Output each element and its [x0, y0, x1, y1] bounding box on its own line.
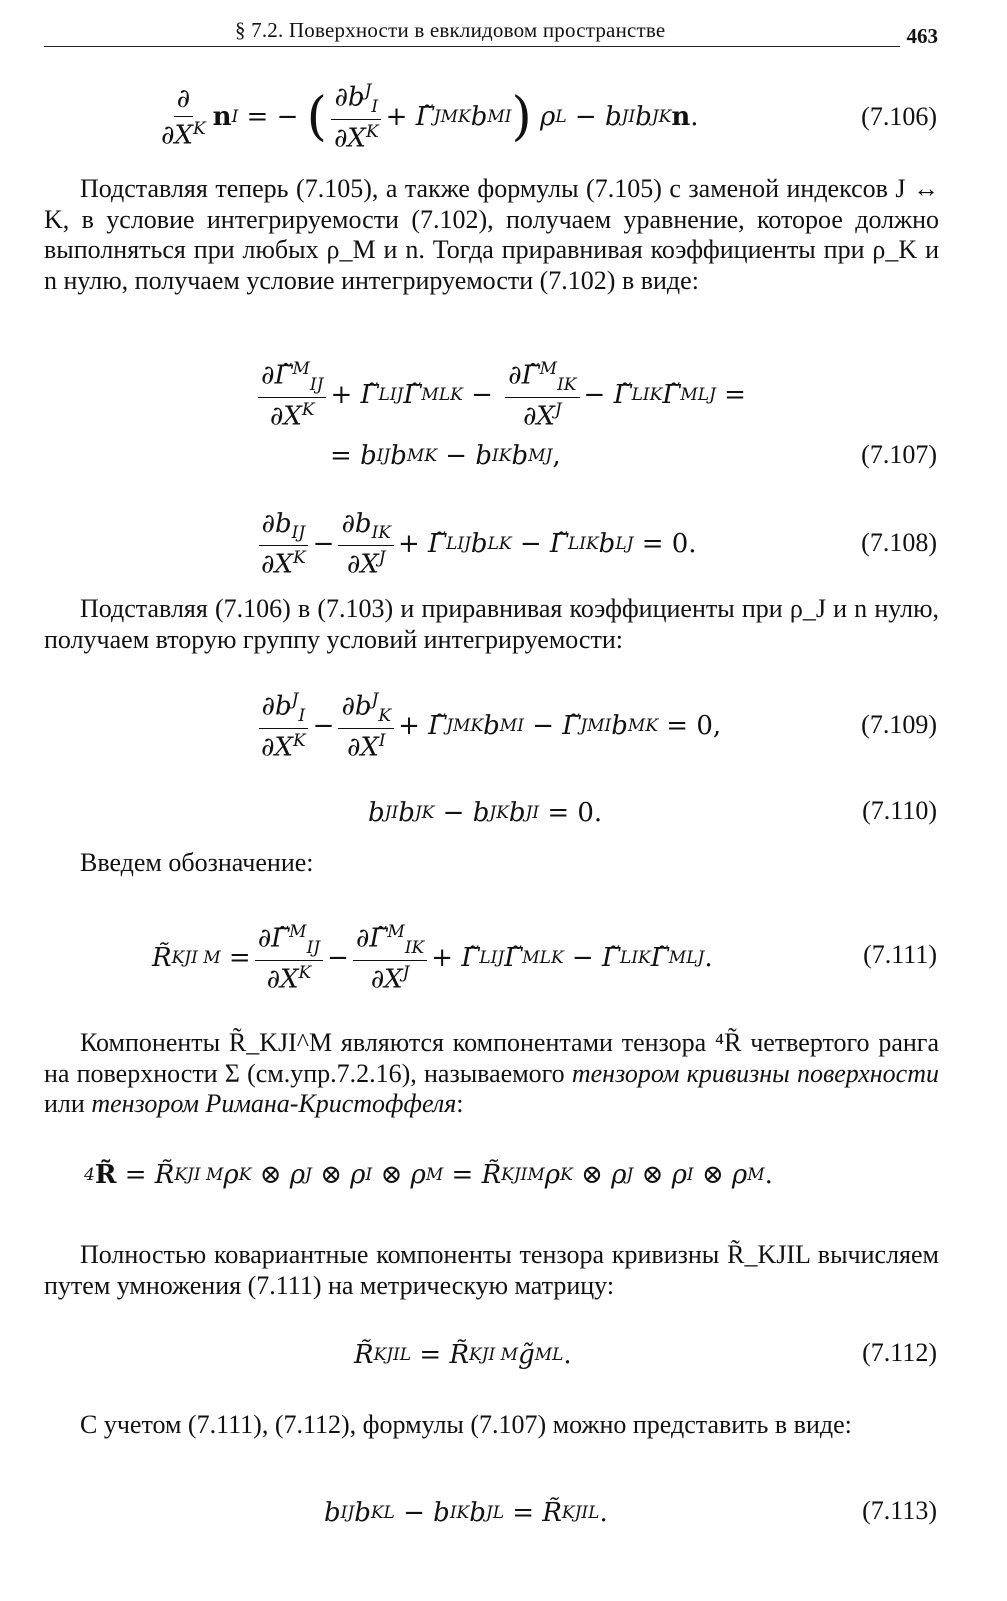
- header-rule: [44, 46, 900, 47]
- equation-number: (7.109): [861, 710, 937, 739]
- equation-7-109: [44, 688, 939, 764]
- equation-number: (7.108): [861, 528, 937, 557]
- paragraph-4-text-c: :: [456, 1089, 464, 1118]
- paragraph-6: С учетом (7.111), (7.112), формулы (7.107) можно представить в виде:: [80, 1410, 852, 1439]
- equation-number: (7.106): [861, 102, 937, 131]
- formula-7-109: $\frac{\partial b^J_I}{\partial X^K}$ − $\frac{\partial b^J_K}{\partial X^I}$ + Γ̃ J MK b M I − Γ̃ J MI b M K = 0,: [254, 688, 721, 764]
- equation-number: (7.112): [862, 1338, 937, 1367]
- section-title: § 7.2. Поверхности в евклидовом пространстве: [235, 18, 666, 42]
- equation-7-113: [44, 1488, 939, 1538]
- equation-7-111: [44, 918, 939, 998]
- running-header: [44, 14, 940, 48]
- paragraph-4: [44, 1028, 939, 1120]
- equation-7-108: [44, 508, 939, 580]
- paragraph-1: Подставляя теперь (7.105), а также формулы (7.105) с заменой индексов J ↔ K, в условие интегрируемости (7.102), получаем уравнение, которое должно выполняться при любых ρ_M и n. Тогда приравнивая коэффициенты при ρ_K и n нулю, получаем условие интегрируемости (7.102) в виде:: [44, 174, 939, 295]
- page-number: 463: [906, 24, 938, 48]
- equation-number: (7.113): [862, 1496, 937, 1525]
- formula-7-113: b IJ b KL − b IK b JL = R̃ KJIL .: [324, 1498, 608, 1528]
- formula-7-111: R̃ KJI M = $\frac{\partial\Gammã^M_{IJ}}{\partial X^K}$ − $\frac{\partial\Gammã^M_{IK}}{\partial X^J}$ + Γ̃ L IJ Γ̃ M LK − Γ̃ L IK Γ̃ M LJ .: [152, 921, 713, 995]
- paragraph-4-text-b: или: [44, 1089, 92, 1118]
- formula-7-108: $\frac{\partial b_{IJ}}{\partial X^K}$ − $\frac{\partial b_{IK}}{\partial X^J}$ + Γ̃ L IJ b LK − Γ̃ L IK b LJ = 0.: [254, 508, 697, 580]
- formula-riemann-tensor: 4 R̃ = R̃ KJI M ρ K ⊗ ρ J ⊗ ρ I ⊗ ρ M = R̃ KJIM ρ K ⊗ ρ J ⊗ ρ I ⊗ ρ M .: [84, 1160, 773, 1190]
- equation-riemann-tensor: [44, 1150, 939, 1200]
- paragraph-5: Полностью ковариантные компоненты тензора кривизны R̃_KJIL вычисляем путем умножения (7.111) на метрическую матрицу:: [44, 1240, 939, 1300]
- term-riemann-christoffel: тензором Римана-Кристоффеля: [91, 1089, 457, 1118]
- equation-7-110: [44, 790, 939, 836]
- equation-7-107: [44, 360, 939, 480]
- paragraph-4-text-a: Компоненты R̃_KJI^M являются компонентами тензора ⁴R̃ четвертого ранга на поверхности Σ (см.упр.7.2.16), называемого: [44, 1028, 939, 1088]
- equation-number: (7.111): [863, 940, 937, 969]
- equation-7-112: [44, 1330, 939, 1380]
- formula-7-112: R̃ KJIL = R̃ KJI M g̃ ML .: [354, 1340, 572, 1370]
- equation-number: (7.110): [862, 796, 937, 825]
- formula-7-107-line1: $\frac{\partial\Gammã^M_{IJ}}{\partial X^K}$ + Γ̃ L IJ Γ̃ M LK − $\frac{\partial\Gammã^M_{IK}}{\partial X^J}$ − Γ̃ L IK Γ̃ M LJ =: [254, 360, 746, 430]
- equation-7-106: [44, 72, 939, 162]
- formula-7-110: b J I b JK − b J K b JI = 0.: [368, 798, 603, 828]
- term-curvature-tensor: тензором кривизны поверхности: [571, 1058, 939, 1088]
- paragraph-2: Подставляя (7.106) в (7.103) и приравнивая коэффициенты при ρ_J и n нулю, получаем вторую группу условий интегрируемости:: [44, 594, 939, 654]
- equation-number: (7.107): [861, 440, 937, 469]
- formula-7-106: $\frac{\partial}{\partial X^K}$ n I = − ( $\frac{\partial b^J_I}{\partial X^K}$ + Γ̃ J MK b M I ) ρ L − b J I b JK n .: [161, 80, 699, 154]
- formula-7-107-line2: = b IJ b M K − b IK b M J ,: [330, 441, 561, 471]
- paragraph-3: Введем обозначение:: [80, 848, 314, 877]
